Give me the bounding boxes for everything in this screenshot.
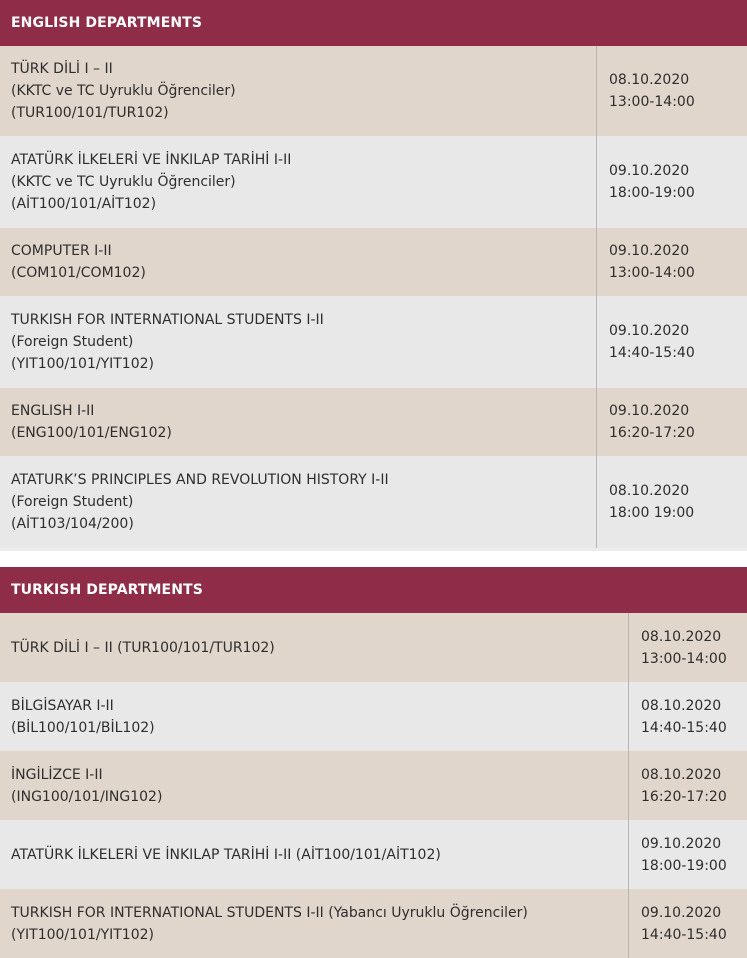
course-line: (YIT100/101/YIT102) xyxy=(11,356,154,372)
table-row xyxy=(0,388,747,456)
exam-datetime-cell xyxy=(596,228,747,296)
exam-date: 08.10.2020 xyxy=(641,766,722,783)
exam-time: 14:40-15:40 xyxy=(641,926,727,943)
table-row xyxy=(0,136,747,228)
table-row xyxy=(0,228,747,296)
exam-date: 09.10.2020 xyxy=(609,323,690,339)
table-row xyxy=(0,456,747,548)
exam-date: 08.10.2020 xyxy=(609,72,690,88)
course-line: (YIT100/101/YIT102) xyxy=(11,926,154,943)
table-row xyxy=(0,820,747,889)
exam-time: 16:20-17:20 xyxy=(609,425,695,441)
exam-datetime-cell xyxy=(628,751,747,820)
exam-datetime-cell xyxy=(628,889,747,958)
course-line: COMPUTER I-II xyxy=(11,243,112,259)
exam-date: 09.10.2020 xyxy=(609,403,690,419)
section-divider xyxy=(0,548,747,567)
course-line: ATATÜRK İLKELERİ VE İNKILAP TARİHİ I-II xyxy=(11,152,292,168)
exam-datetime-cell xyxy=(596,388,747,456)
exam-time: 18:00-19:00 xyxy=(609,185,695,201)
course-line: (KKTC ve TC Uyruklu Öğrenciler) xyxy=(11,174,236,190)
exam-datetime-cell xyxy=(628,820,747,889)
course-cell xyxy=(0,228,596,296)
exam-date: 09.10.2020 xyxy=(609,243,690,259)
exam-time: 16:20-17:20 xyxy=(641,788,727,805)
course-cell xyxy=(0,388,596,456)
course-line: (Foreign Student) xyxy=(11,334,134,350)
course-line: TÜRK DİLİ I – II (TUR100/101/TUR102) xyxy=(11,639,275,656)
exam-date: 08.10.2020 xyxy=(641,697,722,714)
course-cell xyxy=(0,456,596,548)
course-line: ENGLISH I-II xyxy=(11,403,95,419)
exam-datetime-cell xyxy=(596,456,747,548)
exam-date: 09.10.2020 xyxy=(609,163,690,179)
table-row xyxy=(0,296,747,388)
course-cell xyxy=(0,46,596,136)
exam-datetime-cell xyxy=(596,296,747,388)
course-line: (AİT103/104/200) xyxy=(11,516,134,532)
table-row xyxy=(0,613,747,682)
course-line: TURKISH FOR INTERNATIONAL STUDENTS I-II (Yabancı Uyruklu Öğrenciler) xyxy=(11,904,528,921)
course-cell xyxy=(0,751,628,820)
course-cell xyxy=(0,682,628,751)
course-line: (ENG100/101/ENG102) xyxy=(11,425,172,441)
course-line: ATATURK’S PRINCIPLES AND REVOLUTION HISTORY I-II xyxy=(11,472,389,488)
english-departments-header: ENGLISH DEPARTMENTS xyxy=(0,0,747,46)
exam-time: 13:00-14:00 xyxy=(609,265,695,281)
course-line: (ING100/101/ING102) xyxy=(11,788,163,805)
exam-datetime-cell xyxy=(596,136,747,228)
table-row xyxy=(0,682,747,751)
exam-time: 14:40-15:40 xyxy=(609,345,695,361)
table-row xyxy=(0,889,747,958)
course-cell xyxy=(0,296,596,388)
course-line: BİLGİSAYAR I-II xyxy=(11,697,114,714)
course-line: (TUR100/101/TUR102) xyxy=(11,105,169,121)
turkish-exam-table xyxy=(0,613,747,958)
exam-date: 09.10.2020 xyxy=(641,904,722,921)
course-line: ATATÜRK İLKELERİ VE İNKILAP TARİHİ I-II (AİT100/101/AİT102) xyxy=(11,846,441,863)
exam-time: 13:00-14:00 xyxy=(641,650,727,667)
exam-datetime-cell xyxy=(628,613,747,682)
table-row xyxy=(0,751,747,820)
course-cell xyxy=(0,136,596,228)
course-line: (KKTC ve TC Uyruklu Öğrenciler) xyxy=(11,83,236,99)
course-line: İNGİLİZCE I-II xyxy=(11,766,103,783)
course-line: (COM101/COM102) xyxy=(11,265,146,281)
table-row xyxy=(0,46,747,136)
course-cell xyxy=(0,820,628,889)
course-line: TURKISH FOR INTERNATIONAL STUDENTS I-II xyxy=(11,312,324,328)
course-cell xyxy=(0,613,628,682)
course-line: TÜRK DİLİ I – II xyxy=(11,61,113,77)
course-cell xyxy=(0,889,628,958)
exam-time: 14:40-15:40 xyxy=(641,719,727,736)
english-exam-table xyxy=(0,46,747,548)
course-line: (BİL100/101/BİL102) xyxy=(11,719,155,736)
exam-time: 18:00 19:00 xyxy=(609,505,695,521)
exam-date: 08.10.2020 xyxy=(609,483,690,499)
turkish-departments-section xyxy=(0,567,747,958)
turkish-departments-header: TURKISH DEPARTMENTS xyxy=(0,567,747,613)
course-line: (AİT100/101/AİT102) xyxy=(11,196,157,212)
exam-date: 09.10.2020 xyxy=(641,835,722,852)
course-line: (Foreign Student) xyxy=(11,494,134,510)
exam-datetime-cell xyxy=(628,682,747,751)
exam-time: 18:00-19:00 xyxy=(641,857,727,874)
exam-datetime-cell xyxy=(596,46,747,136)
exam-time: 13:00-14:00 xyxy=(609,94,695,110)
exam-date: 08.10.2020 xyxy=(641,628,722,645)
